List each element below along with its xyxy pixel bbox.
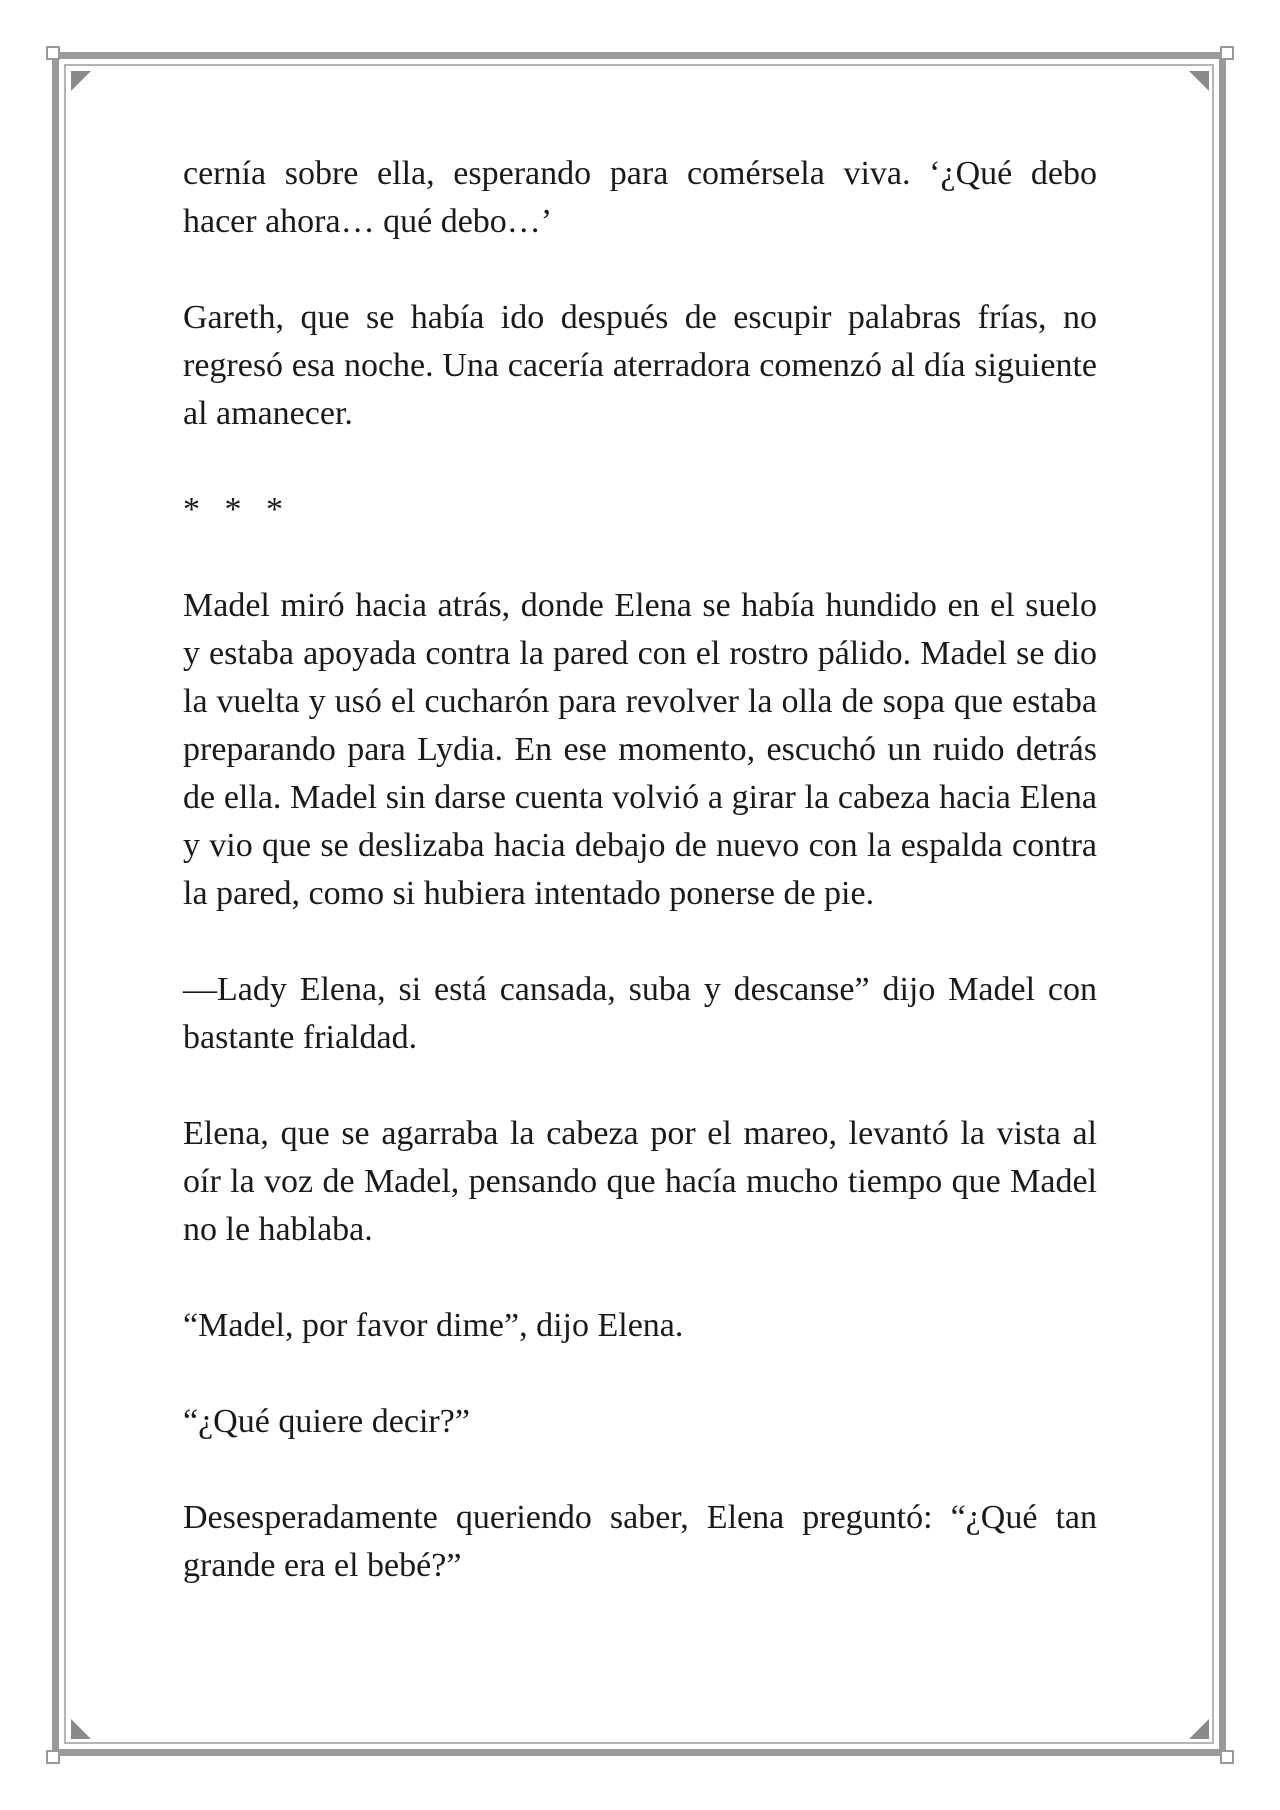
corner-ornament-top-left (46, 46, 60, 60)
page-body (183, 150, 1097, 1638)
paragraph-6: “Madel, por favor dime”, dijo Elena. (183, 1307, 684, 1344)
corner-ornament-bottom-right (1220, 1750, 1234, 1764)
paragraph-2: Gareth, que se había ido después de escupir palabras frías, no regresó esa noche. Una cacería aterradora comenzó al día siguiente al amanecer. (183, 299, 1097, 432)
paragraph-3: Madel miró hacia atrás, donde Elena se había hundido en el suelo y estaba apoyada contra la pared con el rostro pálido. Madel se dio la vuelta y usó el cucharón para revolver la olla de sopa que estaba preparando para Lydia. En ese momento, escuchó un ruido detrás de ella. Madel sin darse cuenta volvió a girar la cabeza hacia Elena y vio que se deslizaba hacia debajo de nuevo con la espalda contra la pared, como si hubiera intentado ponerse de pie. (183, 587, 1097, 912)
paragraph-1: cernía sobre ella, esperando para comérsela viva. ‘¿Qué debo hacer ahora… qué debo…’ (183, 155, 1097, 240)
paragraph-5: Elena, que se agarraba la cabeza por el mareo, levantó la vista al oír la voz de Madel, pensando que hacía mucho tiempo que Madel no le hablaba. (183, 1115, 1097, 1248)
paragraph-4: —Lady Elena, si está cansada, suba y descanse” dijo Madel con bastante frialdad. (183, 971, 1097, 1056)
paragraph-7: “¿Qué quiere decir?” (183, 1403, 470, 1440)
corner-triangle-top-right (1189, 71, 1209, 91)
corner-ornament-bottom-left (46, 1750, 60, 1764)
corner-triangle-bottom-right (1189, 1719, 1209, 1739)
corner-ornament-top-right (1220, 46, 1234, 60)
corner-triangle-top-left (71, 71, 91, 91)
scene-break: * * * (183, 491, 291, 528)
paragraph-8: Desesperadamente queriendo saber, Elena preguntó: “¿Qué tan grande era el bebé?” (183, 1499, 1097, 1584)
corner-triangle-bottom-left (71, 1719, 91, 1739)
